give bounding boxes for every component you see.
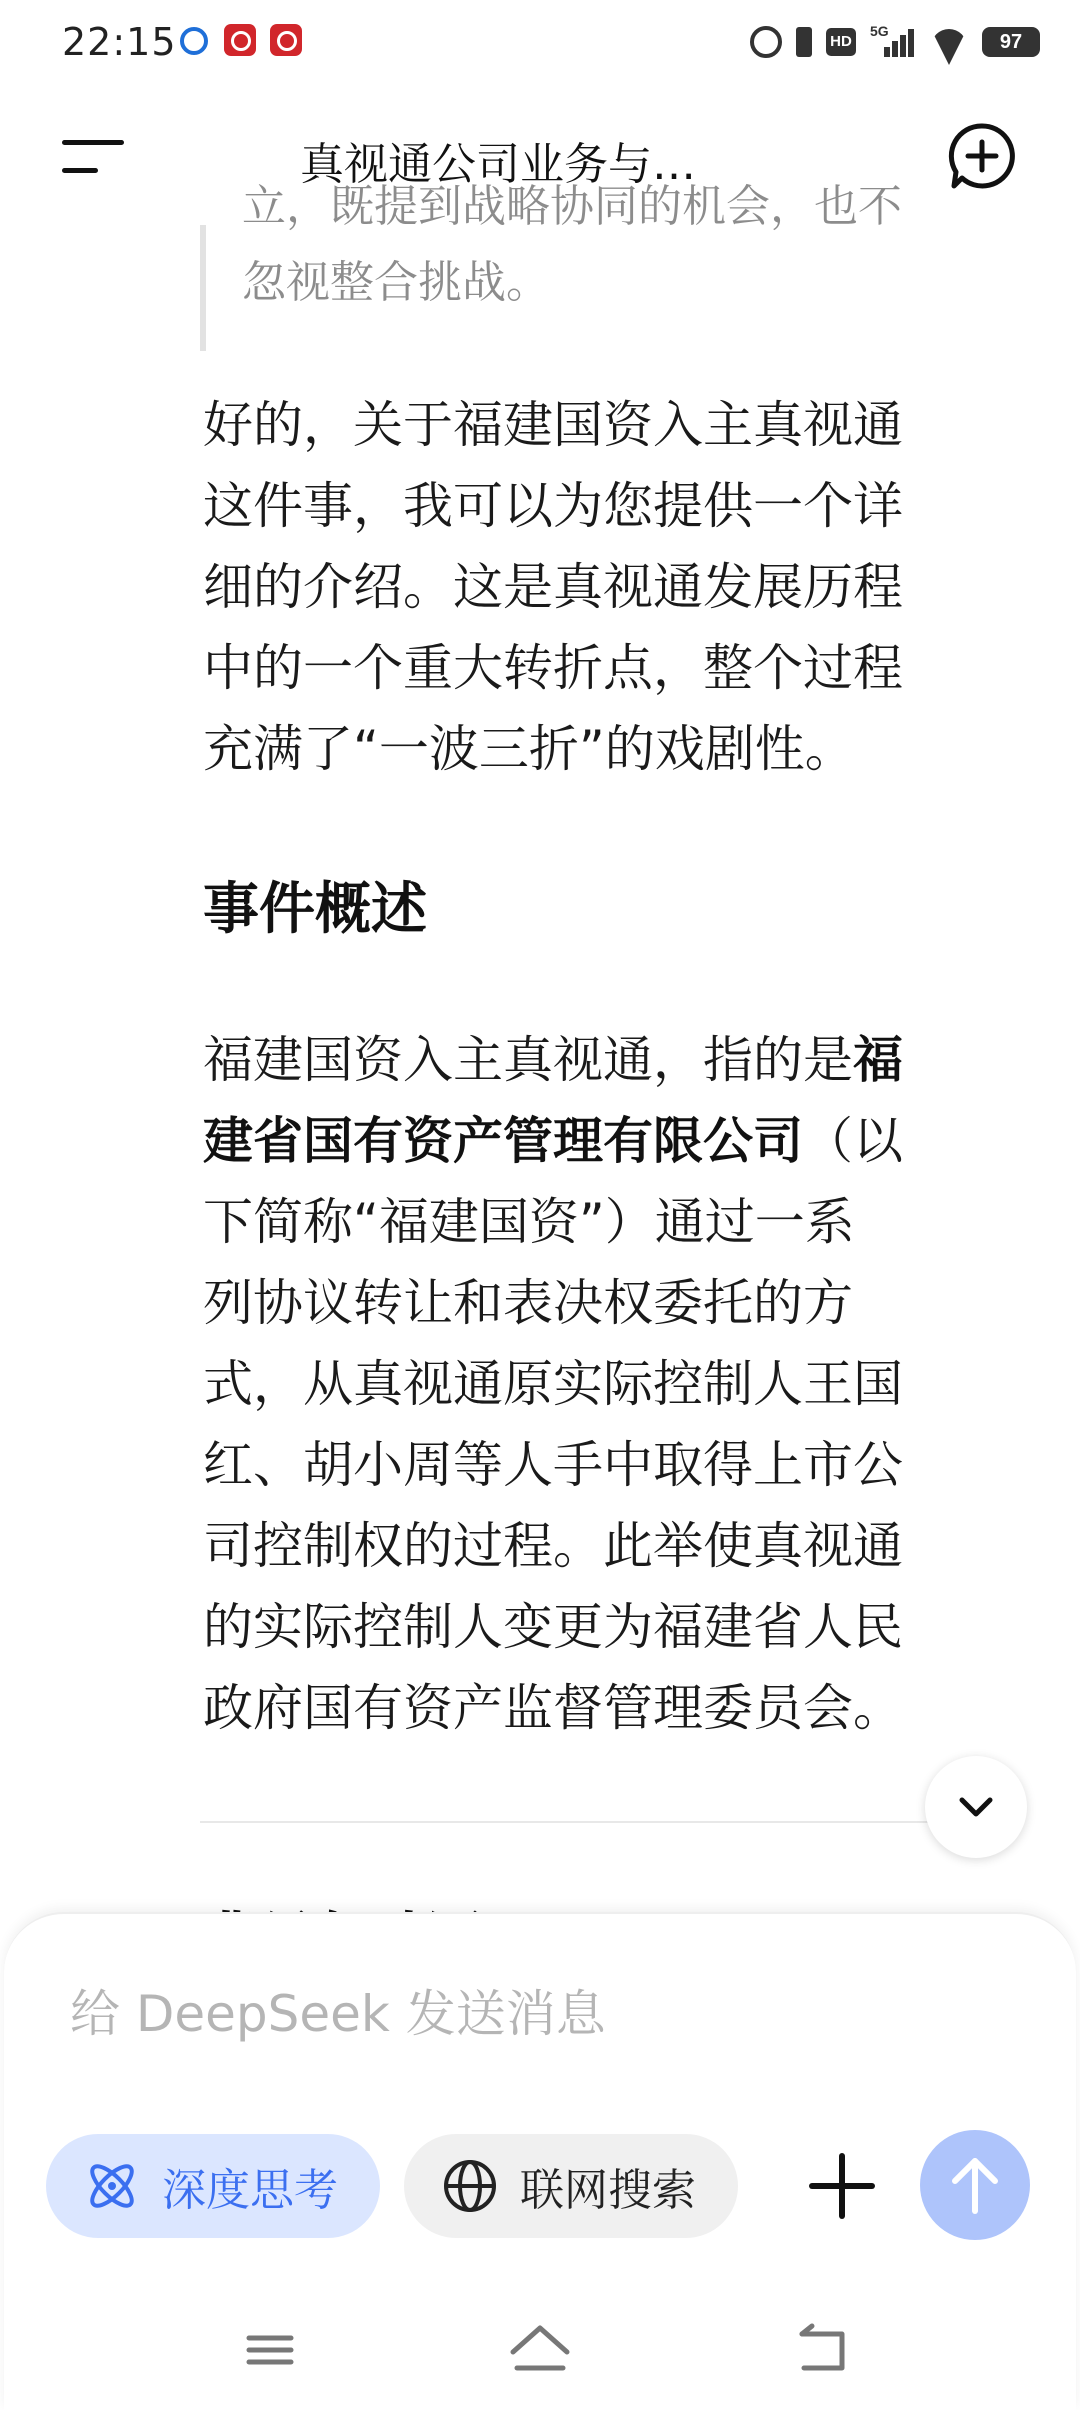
- deep-think-toggle[interactable]: [46, 2134, 380, 2238]
- scroll-to-bottom-button[interactable]: [925, 1756, 1027, 1858]
- system-nav-bar: [0, 2300, 1080, 2408]
- text-line: 充满了“一波三折”的戏剧性。: [203, 720, 855, 778]
- attach-plus-button[interactable]: [802, 2146, 882, 2226]
- menu-lines-icon: [235, 2320, 305, 2380]
- text-line: 列协议转让和表决权委托的方: [203, 1274, 853, 1332]
- message-input[interactable]: 给 DeepSeek 发送消息: [70, 1985, 606, 2043]
- home-icon: [505, 2320, 575, 2380]
- home-button[interactable]: [505, 2320, 575, 2380]
- recent-apps-button[interactable]: [235, 2320, 305, 2380]
- boc-app-icon: [224, 24, 256, 56]
- cmb-app-icon: [180, 27, 208, 55]
- text-span: （以: [803, 1112, 903, 1170]
- web-search-toggle[interactable]: [404, 2134, 738, 2238]
- plus-icon: [802, 2146, 882, 2226]
- text-line: 红、胡小周等人手中取得上市公: [203, 1436, 903, 1494]
- quote-line: 忽视整合挑战。: [242, 257, 550, 308]
- send-button[interactable]: [920, 2130, 1030, 2240]
- network-type-label: 5G: [870, 23, 889, 39]
- web-search-label: 联网搜索: [520, 2165, 696, 2216]
- status-time: 22:15: [62, 20, 177, 64]
- bold-text: 福: [853, 1031, 903, 1089]
- text-line: 的实际控制人变更为福建省人民: [203, 1598, 903, 1656]
- wifi-icon: [930, 27, 968, 57]
- text-line: 好的，关于福建国资入主真视通: [203, 396, 903, 454]
- menu-icon[interactable]: [62, 134, 124, 180]
- paragraph-overview: [203, 1020, 1003, 1749]
- back-button[interactable]: [790, 2320, 860, 2380]
- 5g-signal-icon: [870, 23, 916, 57]
- text-line: 这件事，我可以为您提供一个详: [203, 477, 903, 535]
- icbc-app-icon: [270, 24, 302, 56]
- text-span: 福建国资入主真视通，指的是: [203, 1031, 853, 1089]
- conversation-title[interactable]: 真视通公司业务与…: [300, 139, 696, 190]
- new-chat-icon[interactable]: [946, 120, 1018, 192]
- chat-content[interactable]: [0, 181, 1080, 1915]
- section-divider: [200, 1821, 935, 1823]
- system-icons: [750, 22, 1040, 62]
- quote-bar: [200, 225, 206, 351]
- status-bar: [0, 0, 1080, 88]
- text-line: [203, 1101, 1003, 1182]
- battery-icon: 97: [982, 27, 1040, 57]
- text-line: 下简称“福建国资”）通过一系: [203, 1193, 855, 1251]
- deep-think-label: 深度思考: [162, 2165, 338, 2216]
- section-heading: 事件概述: [203, 877, 427, 942]
- chevron-down-icon: [956, 1787, 996, 1827]
- alarm-icon: [750, 26, 782, 58]
- back-icon: [790, 2320, 860, 2380]
- atom-icon: [82, 2156, 142, 2216]
- text-line: 式，从真视通原实际控制人王国: [203, 1355, 903, 1413]
- text-line: 细的介绍。这是真视通发展历程: [203, 558, 903, 616]
- paragraph-intro: [203, 385, 1003, 790]
- text-line: [203, 1020, 1003, 1101]
- globe-icon: [440, 2156, 500, 2216]
- text-line: 政府国有资产监督管理委员会。: [203, 1679, 903, 1737]
- bold-text: 建省国有资产管理有限公司: [203, 1112, 803, 1170]
- quote-line-cut: 立，既提到战略协同的机会，也不: [242, 181, 902, 232]
- vibrate-icon: [796, 27, 812, 57]
- hd-icon: HD: [826, 28, 856, 56]
- text-line: 司控制权的过程。此举使真视通: [203, 1517, 903, 1575]
- arrow-up-icon: [945, 2153, 1005, 2217]
- text-line: 中的一个重大转折点，整个过程: [203, 639, 903, 697]
